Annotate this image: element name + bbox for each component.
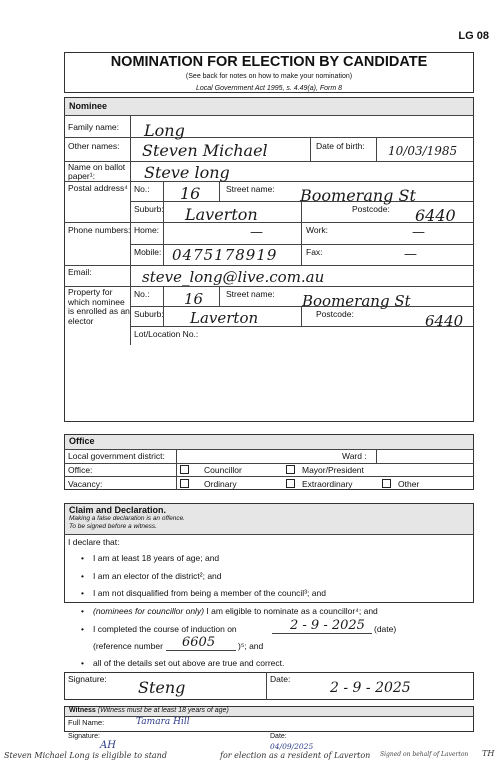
rule: [219, 286, 220, 306]
handwritten-note-line3: Signed on behalf of Laverton: [380, 751, 469, 758]
lot-label: Lot/Location No.:: [134, 329, 199, 339]
rule: [163, 286, 164, 326]
rule: [130, 326, 474, 327]
postcode-value[interactable]: 6440: [415, 206, 456, 225]
work-label: Work:: [306, 225, 329, 235]
declaration-eligible-qualifier: (nominees for councillor only): [93, 606, 205, 616]
property-no-label: No.:: [134, 289, 150, 299]
ballot-value[interactable]: Steve long: [144, 163, 230, 182]
family-name-label: Family name:: [68, 122, 120, 132]
reference-label: (reference number: [93, 641, 163, 651]
property-postcode-value[interactable]: 6440: [425, 312, 464, 330]
handwritten-note-signature: TH: [482, 749, 495, 758]
declare-intro: I declare that:: [68, 537, 120, 547]
ordinary-checkbox[interactable]: [180, 479, 189, 488]
declaration-elector: • I am an elector of the district²; and: [93, 571, 222, 581]
witness-date-label: Date:: [270, 733, 287, 740]
suburb-label: Suburb:: [134, 204, 164, 214]
declaration-true: • all of the details set out above are true and correct.: [93, 658, 284, 668]
work-value[interactable]: —: [412, 225, 425, 240]
vacancy-label: Vacancy:: [68, 479, 103, 489]
rule: [163, 181, 164, 265]
nominee-signature[interactable]: Steng: [138, 678, 186, 697]
other-names-value[interactable]: Steven Michael: [142, 141, 268, 160]
page-subtitle: (See back for notes on how to make your nomination): [185, 73, 353, 80]
property-postcode-label: Postcode:: [316, 309, 354, 319]
witness-heading: [69, 707, 229, 714]
councillor-label: Councillor: [204, 465, 242, 475]
mobile-value[interactable]: 0475178919: [172, 246, 278, 264]
rule: [64, 449, 474, 450]
property-no-value[interactable]: 16: [184, 290, 204, 308]
dob-value[interactable]: 10/03/1985: [388, 144, 458, 158]
reference-number[interactable]: 6605: [182, 635, 216, 650]
fax-label: Fax:: [306, 247, 323, 257]
email-value[interactable]: steve_long@live.com.au: [142, 268, 325, 286]
signature-label: Signature:: [68, 674, 107, 684]
office-heading: Office: [69, 436, 95, 446]
rule: [64, 463, 474, 464]
property-street-label: Street name:: [226, 289, 275, 299]
rule: [310, 137, 311, 161]
signature-date[interactable]: 2 - 9 - 2025: [330, 680, 411, 696]
fax-value[interactable]: —: [404, 247, 417, 262]
street-value[interactable]: Boomerang St: [300, 186, 416, 205]
induction-date[interactable]: 2 - 9 - 2025: [290, 618, 365, 633]
declaration-eligible-text: I am eligible to nominate as a councillor⁴; and: [204, 606, 378, 616]
rule: [64, 222, 474, 223]
phone-label: Phone numbers:: [68, 225, 131, 235]
declaration-induction: [93, 624, 237, 634]
rule: [64, 265, 474, 266]
street-label: Street name:: [226, 184, 275, 194]
dob-label: Date of birth:: [316, 141, 365, 151]
extraordinary-checkbox[interactable]: [286, 479, 295, 488]
declaration-not-disqualified: • I am not disqualified from being a member of the council³; and: [93, 588, 326, 598]
rule: [64, 534, 474, 535]
witness-signature-label: Signature:: [68, 733, 100, 740]
rule: [272, 633, 372, 634]
witness-heading-note: (Witness must be at least 18 years of age): [97, 707, 229, 714]
rule: [376, 449, 377, 463]
rule: [219, 181, 220, 201]
claim-note-offence: Making a false declaration is an offence.: [69, 515, 185, 522]
postcode-label: Postcode:: [352, 204, 390, 214]
declaration-age: • I am at least 18 years of age; and: [93, 553, 219, 563]
other-label: Other: [398, 479, 420, 489]
rule: [376, 137, 377, 161]
ward-label: Ward :: [342, 451, 367, 461]
property-suburb-label: Suburb:: [134, 309, 164, 319]
ordinary-label: Ordinary: [204, 479, 237, 489]
rule: [130, 244, 474, 245]
rule: [301, 201, 302, 265]
witness-full-name-label: Full Name:: [68, 718, 105, 727]
declaration-eligible: [93, 606, 378, 616]
suburb-value[interactable]: Laverton: [185, 205, 258, 224]
declaration-induction-text: I completed the course of induction on: [93, 624, 237, 634]
handwritten-note-line1: Steven Michael Long is eligible to stand: [4, 751, 167, 760]
office-heading-bg: [65, 435, 473, 449]
rule: [266, 672, 267, 700]
rule: [64, 161, 474, 162]
rule: [64, 476, 474, 477]
no-value[interactable]: 16: [180, 184, 201, 203]
property-label: Property for which nominee is enrolled as an elector: [68, 287, 130, 326]
rule: [166, 650, 236, 651]
district-label: Local government district:: [68, 451, 165, 461]
signature-box: [64, 672, 474, 700]
home-label: Home:: [134, 225, 160, 235]
mayor-label: Mayor/President: [302, 465, 364, 475]
property-street-value[interactable]: Boomerang St: [302, 292, 411, 310]
rule: [64, 115, 474, 116]
induction-date-suffix: (date): [374, 624, 397, 634]
form-code: LG 08: [458, 30, 489, 42]
property-suburb-value[interactable]: Laverton: [190, 309, 259, 327]
ballot-label: Name on ballot paper¹:: [68, 162, 126, 181]
witness-signature[interactable]: AH: [100, 740, 116, 751]
handwritten-note-line2: for election as a resident of Laverton: [220, 751, 371, 760]
witness-heading-title: Witness: [69, 707, 96, 714]
extraordinary-label: Extraordinary: [302, 479, 353, 489]
postal-label: Postal address⁴: [68, 183, 128, 193]
rule: [64, 716, 474, 717]
witness-date[interactable]: 04/09/2025: [270, 742, 314, 751]
nominee-heading: Nominee: [69, 101, 108, 111]
family-name-value[interactable]: Long: [144, 121, 185, 140]
nominee-heading-bg: [65, 98, 473, 115]
councillor-checkbox[interactable]: [180, 465, 189, 474]
rule: [176, 449, 177, 490]
mayor-checkbox[interactable]: [286, 465, 295, 474]
mobile-label: Mobile:: [134, 247, 162, 257]
rule: [64, 181, 474, 182]
office-label: Office:: [68, 465, 93, 475]
page-title: NOMINATION FOR ELECTION BY CANDIDATE: [110, 54, 428, 70]
other-checkbox[interactable]: [382, 479, 391, 488]
claim-heading: Claim and Declaration.: [69, 505, 167, 515]
reference-suffix: )⁵; and: [238, 641, 264, 651]
rule: [64, 137, 474, 138]
claim-note-witness: To be signed before a witness.: [69, 523, 157, 530]
date-label: Date:: [270, 674, 291, 684]
email-label: Email:: [68, 267, 92, 277]
witness-full-name[interactable]: Tamara Hill: [136, 717, 190, 727]
rule: [64, 286, 474, 287]
home-value[interactable]: —: [250, 225, 263, 240]
no-label: No.:: [134, 184, 150, 194]
other-names-label: Other names:: [68, 141, 120, 151]
act-reference: Local Government Act 1995, s. 4.49(a), Form 8: [195, 85, 343, 92]
